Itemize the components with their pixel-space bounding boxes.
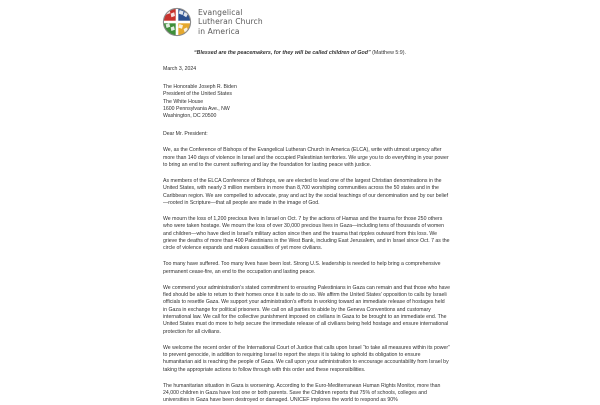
wordmark-line-3: in America: [198, 26, 240, 36]
organization-wordmark: [198, 8, 263, 37]
wordmark-line-1: Evangelical: [198, 7, 243, 17]
letter-date: March 3, 2024: [163, 66, 197, 72]
body-paragraph: We mourn the loss of 1,200 precious lives in Israel on Oct. 7 by the actions of Hamas and the trauma for those 250 others who were taken hostage. We mourn the loss of over 30,000 precious lives in Gaza—including tens of thousands of women and children—who have died in Israel’s military action since then and the trauma that ripples outward from this loss. We grieve the deaths of more than 400 Palestinians in the West Bank, including East Jerusalem, and in Israel since Oct. 7 as the circle of violence expands and makes casualties of yet more civilians.: [163, 216, 450, 252]
body-paragraph: The humanitarian situation in Gaza is worsening. According to the Euro-Mediterranean Human Rights Monitor, more than 24,000 children in Gaza have lost one or both parents. Save the Children reports that 75% of schools, colleges and universities in Gaza have been destroyed or damaged. UNICEF implores the world to respond as 90%: [163, 382, 441, 404]
address-line: The White House: [163, 98, 204, 105]
address-line: The Honorable Joseph R. Biden: [163, 83, 237, 90]
body-paragraph: We, as the Conference of Bishops of the Evangelical Lutheran Church in America (ELCA), write with utmost urgency after more than 140 days of violence in Israel and the occupied Palestinian territories. We urge you to do everything in your power to bring an end to the current suffering and lay the foundation for lasting peace with justice.: [163, 147, 449, 169]
recipient-address-block: [163, 84, 450, 121]
body-paragraph: As members of the ELCA Conference of Bishops, we are elected to lead one of the largest Christian denominations in the United States, with nearly 3 million members in more than 8,700 worshiping communities across the 50 states and in the Caribbean region. We are compelled to advocate, pray and act by the social teachings of our denomination and by our belief—rooted in Scripture—that all people are made in the image of God.: [163, 178, 449, 207]
letter-body: [163, 66, 450, 405]
letterhead: [162, 7, 263, 37]
body-paragraph: Too many have suffered. Too many lives have been lost. Strong U.S. leadership is needed to help bring a comprehensive permanent cease-fire, an end to the occupation and lasting peace.: [163, 261, 441, 275]
address-line: 1600 Pennsylvania Ave., NW: [163, 105, 230, 112]
body-paragraph: We welcome the recent order of the International Court of Justice that calls upon Israel “to take all measures within its power” to prevent genocide, in addition to requiring Israel to report the steps it is taking to uphold its obligation to ensure humanitarian aid is reaching the people of Gaza. We call upon your administration to encourage accountability from Israel by taking the appropriate actions to follow through with this order and these responsibilities.: [163, 344, 450, 373]
address-line: President of the United States: [163, 91, 232, 98]
epigraph-citation: (Matthew 5:9).: [370, 50, 406, 56]
elca-cross-globe-logo: [162, 7, 192, 37]
body-paragraph: We commend your administration’s stated commitment to ensuring Palestinians in Gaza can remain and that those who have fled should be able to return to their homes once it is safe to do so. We affirm the United States’ opposition to calls by Israeli officials to resettle Gaza. We support your administration’s efforts in working toward an immediate release of hostages held in Gaza in exchange for political prisoners. We call on all parties to abide by the Geneva Conventions and customary international law. We call for the collective punishment imposed on civilians in Gaza to be brought to an immediate end. The United States must do more to help secure the immediate release of all civilians being held hostage and ensure international protection for all civilians.: [163, 284, 450, 335]
salutation: Dear Mr. President:: [163, 131, 208, 138]
wordmark-line-2: Lutheran Church: [198, 17, 263, 27]
scripture-epigraph: [0, 50, 600, 57]
epigraph-verse: “Blessed are the peacemakers, for they will be called children of God”: [194, 50, 371, 56]
address-line: Washington, DC 20500: [163, 113, 217, 120]
